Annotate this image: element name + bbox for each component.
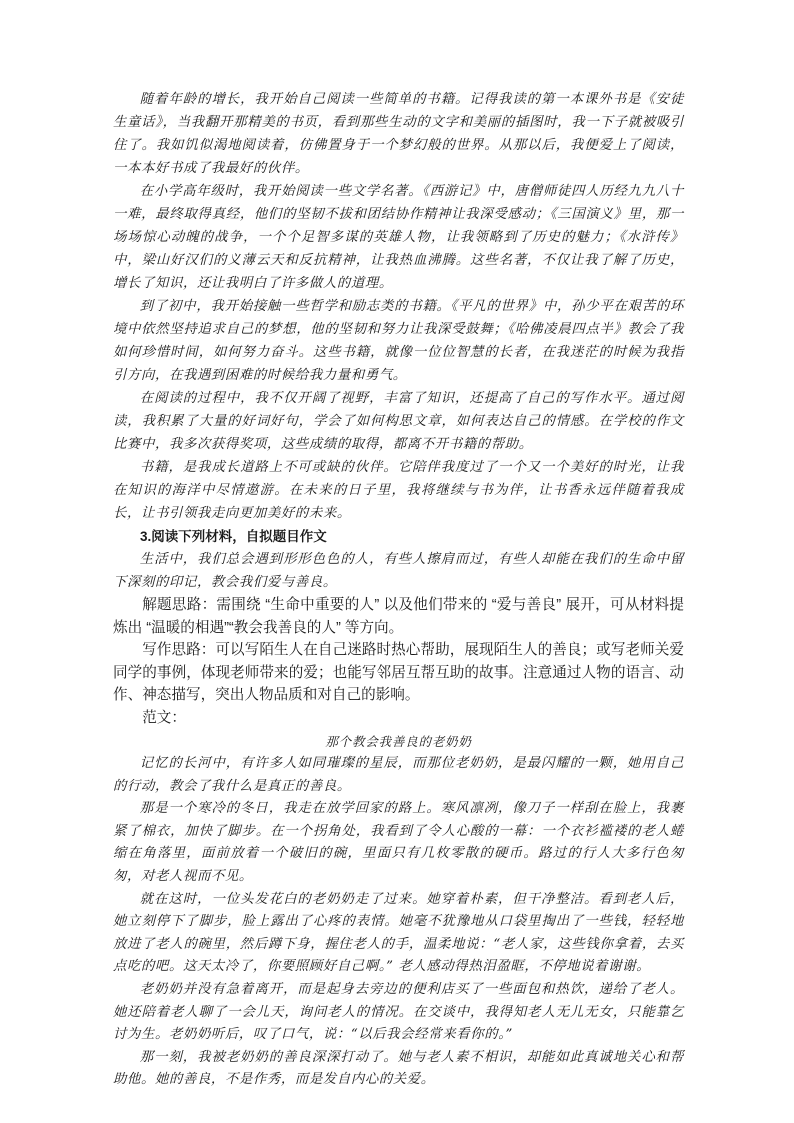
essay-title: 那个教会我善良的老奶奶 <box>325 734 472 749</box>
essay-paragraph: 在小学高年级时，我开始阅读一些文学名著。《西游记》中，唐僧师徒四人历经九九八十一难，最终取得真经，他们的坚韧不拔和团结协作精神让我深受感动；《三国演义》里，那一场场惊心动魄的战争，一个个足智多谋的英雄人物，让我领略到了历史的魅力；《水浒传》中，梁山好汉们的义薄云天和反抗精神，让我热血沸腾。这些名著，不仅让我了解了历史，增长了知识，还让我明白了许多做人的道理。 <box>113 184 684 291</box>
question-section-3 <box>113 526 684 729</box>
essay-paragraph: 记忆的长河中，有许多人如同璀璨的星辰，而那位老奶奶，是最闪耀的一颗，她用自己的行动，教会了我什么是真正的善良。 <box>113 756 684 794</box>
essay-paragraph: 那是一个寒冷的冬日，我走在放学回家的路上。寒风凛冽，像刀子一样刮在脸上，我裹紧了棉衣，加快了脚步。在一个拐角处，我看到了令人心酸的一幕：一个衣衫褴褛的老人蜷缩在角落里，面前放着一个破旧的碗，里面只有几枚零散的硬币。路过的行人大多行色匆匆，对老人视而不见。 <box>113 801 684 884</box>
essay-paragraph: 老奶奶并没有急着离开，而是起身去旁边的便利店买了一些面包和热饮，递给了老人。她还陪着老人聊了一会儿天，询问老人的情况。在交谈中，我得知老人无儿无女，只能靠乞讨为生。老奶奶听后，叹了口气，说：“以后我会经常来看你的。” <box>113 981 684 1043</box>
essay-paragraph: 到了初中，我开始接触一些哲学和励志类的书籍。《平凡的世界》中，孙少平在艰苦的环境中依然坚持追求自己的梦想，他的坚韧和努力让我深受鼓舞；《哈佛凌晨四点半》教会了我如何珍惜时间，如何努力奋斗。这些书籍，就像一位位智慧的长者，在我迷茫的时候为我指引方向，在我遇到困难的时候给我力量和勇气。 <box>113 299 684 383</box>
essay-paragraph: 那一刻，我被老奶奶的善良深深打动了。她与老人素不相识，却能如此真诚地关心和帮助他。她的善良，不是作秀，而是发自内心的关爱。 <box>113 1049 684 1088</box>
writing-idea-text: 写作思路：可以写陌生人在自己迷路时热心帮助，展现陌生人的善良；或写老师关爱同学的事例，体现老师带来的爱；也能写邻居互帮互助的故事。注意通过人物的语言、动作、神态描写，突出人物品质和对自己的影响。 <box>113 642 684 703</box>
essay-paragraph: 随着年龄的增长，我开始自己阅读一些简单的书籍。记得我读的第一本课外书是《安徒生童话》，当我翻开那精美的书页，看到那些生动的文字和美丽的插图时，我一下子就被吸引住了。我如饥似渴地阅读着，仿佛置身于一个梦幻般的世界。从那以后，我便爱上了阅读，一本本好书成了我最好的伙伴。 <box>113 92 684 176</box>
essay-paragraph: 在阅读的过程中，我不仅开阔了视野，丰富了知识，还提高了自己的写作水平。通过阅读，我积累了大量的好词好句，学会了如何构思文章，如何表达自己的情感。在学校的作文比赛中，我多次获得奖项，这些成绩的取得，都离不开书籍的帮助。 <box>113 391 684 452</box>
question-heading: 3.阅读下列材料，自拟题目作文 <box>140 529 327 544</box>
question-material: 生活中，我们总会遇到形形色色的人，有些人擦肩而过，有些人却能在我们的生命中留下深刻的印记，教会我们爱与善良。 <box>113 552 684 590</box>
sample-label: 范文： <box>142 709 186 726</box>
document-page <box>113 88 684 1092</box>
analysis-text: 解题思路：需围绕 “生命中重要的人” 以及他们带来的 “爱与善良” 展开，可从材料提炼出 “温暖的相遇”“教会我善良的人” 等方向。 <box>113 597 684 636</box>
essay-paragraph: 就在这时，一位头发花白的老奶奶走了过来。她穿着朴素，但干净整洁。看到老人后，她立刻停下了脚步，脸上露出了心疼的表情。她毫不犹豫地从口袋里掏出了一些钱，轻轻地放进了老人的碗里，然后蹲下身，握住老人的手，温柔地说：“老人家，这些钱你拿着，去买点吃的吧。这天太冷了，你要照顾好自己啊。” 老人感动得热泪盈眶，不停地说着谢谢。 <box>113 891 684 975</box>
essay-paragraph: 书籍，是我成长道路上不可或缺的伙伴。它陪伴我度过了一个又一个美好的时光，让我在知识的海洋中尽情遨游。在未来的日子里，我将继续与书为伴，让书香永远伴随着我成长，让书引领我走向更加美好的未来。 <box>113 460 684 521</box>
essay-reading-growth <box>113 88 684 525</box>
sample-essay <box>113 731 684 1092</box>
